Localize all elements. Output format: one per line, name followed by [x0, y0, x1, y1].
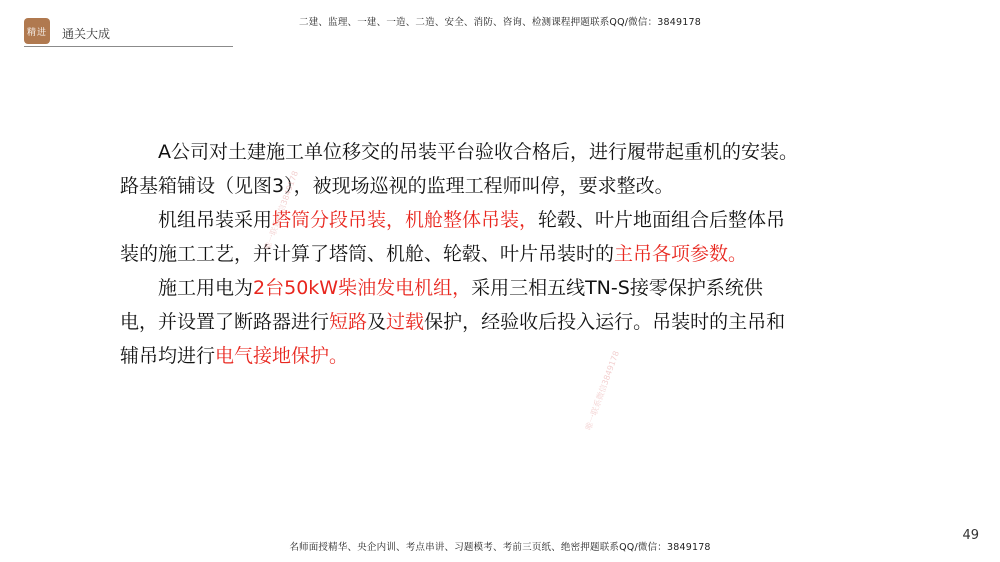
body-text: 及: [367, 311, 387, 333]
logo-badge: 精进: [24, 18, 50, 44]
page-number: 49: [962, 528, 979, 543]
body-text: 轮毂、叶片地面组合后整体吊装的施工工艺，并计算了塔筒、机舱、轮毂、叶片吊装时的: [120, 209, 786, 265]
paragraph-3: [120, 271, 800, 373]
brand-name: 通关大成: [62, 27, 111, 41]
highlighted-text: 主吊各项参数。: [614, 243, 748, 265]
highlighted-text: 短路: [329, 311, 368, 333]
header-contact-text: 二建、监理、一建、一造、二造、安全、消防、咨询、检测课程押题联系QQ/微信：3849178: [299, 17, 701, 28]
body-text: 采用三相五线TN-S接零保护系统供电，并设置了断路器进行: [120, 277, 763, 333]
footer-contact-text: 名师面授精华、央企内训、考点串讲、习题模考、考前三页纸、绝密押题联系QQ/微信：3849178: [289, 542, 711, 553]
body-text: 保护，经验收后投入运行。吊装时的主吊和辅吊均进行: [120, 311, 786, 367]
body-text: 施工用电为: [158, 277, 254, 299]
header-divider: [24, 46, 233, 47]
paragraph-1: [120, 135, 800, 203]
paragraph-2: [120, 203, 800, 271]
highlighted-text: 塔筒分段吊装，机舱整体吊装，: [272, 209, 539, 231]
watermark-text: 唯一联系微信3849178: [262, 169, 301, 252]
watermark-text: 唯一联系微信3849178: [583, 349, 622, 432]
body-text: 机组吊装采用: [158, 209, 273, 231]
body-text: A公司对土建施工单位移交的吊装平台验收合格后，进行履带起重机的安装。路基箱铺设（见图3），被现场巡视的监理工程师叫停，要求整改。: [120, 141, 798, 197]
highlighted-text: 2台50kW柴油发电机组，: [253, 277, 472, 299]
slide-body: [120, 135, 800, 373]
highlighted-text: 电气接地保护。: [215, 345, 349, 367]
highlighted-text: 过载: [386, 311, 425, 333]
